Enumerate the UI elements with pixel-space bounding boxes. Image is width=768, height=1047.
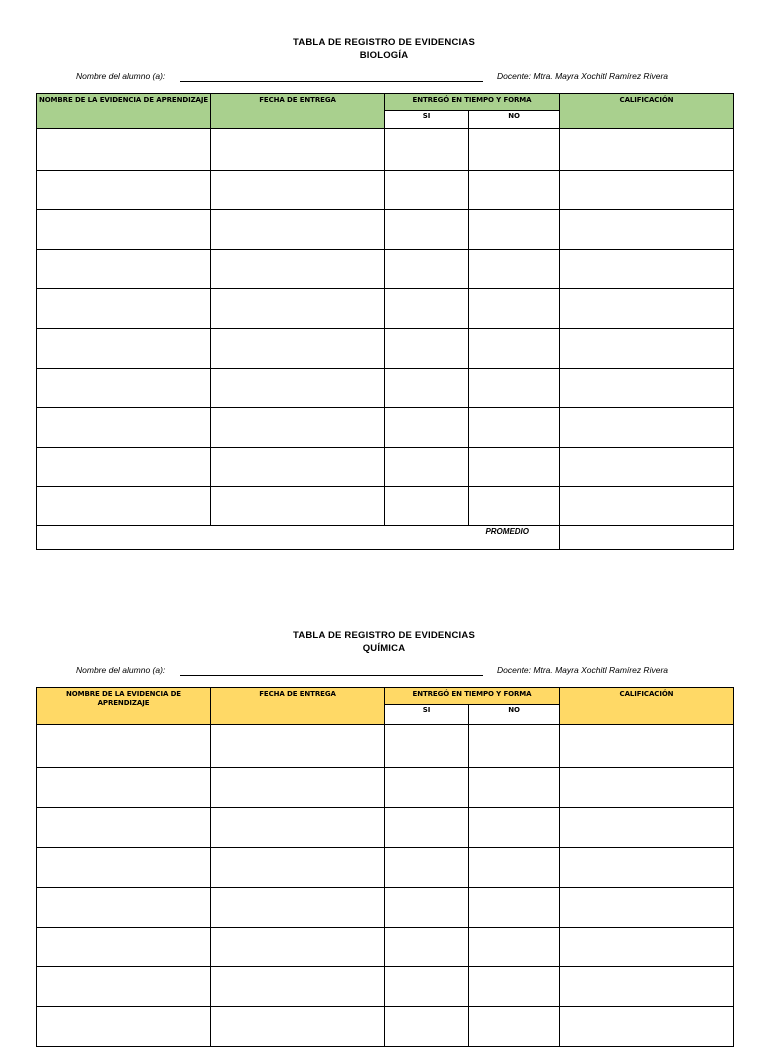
no-cell[interactable] xyxy=(469,210,560,250)
grade-cell[interactable] xyxy=(560,848,734,888)
table-row xyxy=(37,369,734,408)
biologia-table-body xyxy=(37,129,734,526)
table-row xyxy=(37,967,734,1007)
delivery-date-cell[interactable] xyxy=(211,329,385,369)
grade-cell[interactable] xyxy=(560,1007,734,1047)
evidence-name-cell[interactable] xyxy=(37,487,211,526)
grade-cell[interactable] xyxy=(560,448,734,487)
delivery-date-cell[interactable] xyxy=(211,369,385,408)
header-no: NO xyxy=(469,705,560,725)
si-cell[interactable] xyxy=(385,329,469,369)
grade-cell[interactable] xyxy=(560,171,734,210)
student-name-field[interactable] xyxy=(180,81,483,82)
evidence-name-cell[interactable] xyxy=(37,928,211,967)
evidence-name-cell[interactable] xyxy=(37,888,211,928)
grade-cell[interactable] xyxy=(560,129,734,171)
average-label: PROMEDIO xyxy=(37,526,560,550)
no-cell[interactable] xyxy=(469,888,560,928)
evidence-name-cell[interactable] xyxy=(37,768,211,808)
evidence-name-cell[interactable] xyxy=(37,1007,211,1047)
table-row xyxy=(37,408,734,448)
evidence-name-cell[interactable] xyxy=(37,210,211,250)
grade-cell[interactable] xyxy=(560,369,734,408)
delivery-date-cell[interactable] xyxy=(211,848,385,888)
delivery-date-cell[interactable] xyxy=(211,888,385,928)
biologia-subject: BIOLOGÍA xyxy=(359,50,409,61)
table-row xyxy=(37,888,734,928)
table-row xyxy=(37,808,734,848)
delivery-date-cell[interactable] xyxy=(211,210,385,250)
evidence-name-cell[interactable] xyxy=(37,369,211,408)
biologia-info-line xyxy=(0,71,768,85)
table-row xyxy=(37,210,734,250)
table-row xyxy=(37,289,734,329)
si-cell[interactable] xyxy=(385,210,469,250)
header-delivery-date: FECHA DE ENTREGA xyxy=(211,94,385,129)
si-cell[interactable] xyxy=(385,448,469,487)
si-cell[interactable] xyxy=(385,369,469,408)
no-cell[interactable] xyxy=(469,448,560,487)
si-cell[interactable] xyxy=(385,725,469,768)
delivery-date-cell[interactable] xyxy=(211,808,385,848)
si-cell[interactable] xyxy=(385,848,469,888)
si-cell[interactable] xyxy=(385,808,469,848)
biologia-evidence-table xyxy=(36,93,734,550)
si-cell[interactable] xyxy=(385,129,469,171)
no-cell[interactable] xyxy=(469,848,560,888)
no-cell[interactable] xyxy=(469,487,560,526)
table-row xyxy=(37,129,734,171)
header-delivery-date: FECHA DE ENTREGA xyxy=(211,688,385,725)
header-grade: CALIFICACIÓN xyxy=(560,688,734,725)
no-cell[interactable] xyxy=(469,808,560,848)
grade-cell[interactable] xyxy=(560,928,734,967)
si-cell[interactable] xyxy=(385,289,469,329)
quimica-subject: QUÍMICA xyxy=(362,643,406,654)
grade-cell[interactable] xyxy=(560,725,734,768)
grade-cell[interactable] xyxy=(560,329,734,369)
delivery-date-cell[interactable] xyxy=(211,129,385,171)
no-cell[interactable] xyxy=(469,768,560,808)
table-row xyxy=(37,928,734,967)
quimica-evidence-table xyxy=(36,687,734,1047)
delivery-date-cell[interactable] xyxy=(211,725,385,768)
delivery-date-cell[interactable] xyxy=(211,408,385,448)
no-cell[interactable] xyxy=(469,250,560,289)
teacher-label: Docente: Mtra. Mayra Xochitl Ramírez Rivera xyxy=(497,665,668,675)
no-cell[interactable] xyxy=(469,928,560,967)
delivery-date-cell[interactable] xyxy=(211,487,385,526)
no-cell[interactable] xyxy=(469,289,560,329)
average-row xyxy=(37,526,734,550)
header-delivered-on-time: ENTREGÓ EN TIEMPO Y FORMA xyxy=(385,94,560,111)
table-row xyxy=(37,171,734,210)
grade-cell[interactable] xyxy=(560,967,734,1007)
table-row xyxy=(37,487,734,526)
table-row xyxy=(37,1007,734,1047)
delivery-date-cell[interactable] xyxy=(211,928,385,967)
delivery-date-cell[interactable] xyxy=(211,448,385,487)
no-cell[interactable] xyxy=(469,329,560,369)
evidence-name-cell[interactable] xyxy=(37,808,211,848)
grade-cell[interactable] xyxy=(560,408,734,448)
evidence-name-cell[interactable] xyxy=(37,967,211,1007)
quimica-title: TABLA DE REGISTRO DE EVIDENCIAS xyxy=(293,630,475,641)
delivery-date-cell[interactable] xyxy=(211,250,385,289)
si-cell[interactable] xyxy=(385,888,469,928)
evidence-name-cell[interactable] xyxy=(37,289,211,329)
no-cell[interactable] xyxy=(469,129,560,171)
si-cell[interactable] xyxy=(385,171,469,210)
header-no: NO xyxy=(469,111,560,129)
no-cell[interactable] xyxy=(469,1007,560,1047)
header-delivered-on-time: ENTREGÓ EN TIEMPO Y FORMA xyxy=(385,688,560,705)
si-cell[interactable] xyxy=(385,408,469,448)
average-value-cell[interactable] xyxy=(560,526,734,550)
si-cell[interactable] xyxy=(385,768,469,808)
si-cell[interactable] xyxy=(385,1007,469,1047)
evidence-name-cell[interactable] xyxy=(37,408,211,448)
biologia-title: TABLA DE REGISTRO DE EVIDENCIAS xyxy=(293,37,475,48)
table-row xyxy=(37,768,734,808)
student-name-label: Nombre del alumno (a): xyxy=(76,665,166,675)
table-row xyxy=(37,329,734,369)
no-cell[interactable] xyxy=(469,369,560,408)
header-grade: CALIFICACIÓN xyxy=(560,94,734,129)
grade-cell[interactable] xyxy=(560,487,734,526)
delivery-date-cell[interactable] xyxy=(211,171,385,210)
si-cell[interactable] xyxy=(385,928,469,967)
si-cell[interactable] xyxy=(385,250,469,289)
evidence-name-cell[interactable] xyxy=(37,171,211,210)
header-evidence-name: NOMBRE DE LA EVIDENCIA DE APRENDIZAJE xyxy=(37,688,211,725)
delivery-date-cell[interactable] xyxy=(211,967,385,1007)
no-cell[interactable] xyxy=(469,967,560,1007)
header-evidence-name: NOMBRE DE LA EVIDENCIA DE APRENDIZAJE xyxy=(37,94,211,129)
si-cell[interactable] xyxy=(385,487,469,526)
grade-cell[interactable] xyxy=(560,289,734,329)
table-row xyxy=(37,250,734,289)
delivery-date-cell[interactable] xyxy=(211,289,385,329)
header-si: SI xyxy=(385,705,469,725)
student-name-label: Nombre del alumno (a): xyxy=(76,71,166,81)
quimica-info-line xyxy=(0,665,768,679)
no-cell[interactable] xyxy=(469,408,560,448)
evidence-name-cell[interactable] xyxy=(37,848,211,888)
grade-cell[interactable] xyxy=(560,808,734,848)
grade-cell[interactable] xyxy=(560,768,734,808)
table-row xyxy=(37,725,734,768)
no-cell[interactable] xyxy=(469,725,560,768)
evidence-name-cell[interactable] xyxy=(37,329,211,369)
no-cell[interactable] xyxy=(469,171,560,210)
grade-cell[interactable] xyxy=(560,888,734,928)
grade-cell[interactable] xyxy=(560,250,734,289)
evidence-name-cell[interactable] xyxy=(37,250,211,289)
teacher-label: Docente: Mtra. Mayra Xochitl Ramírez Rivera xyxy=(497,71,668,81)
quimica-table-body xyxy=(37,725,734,1047)
delivery-date-cell[interactable] xyxy=(211,1007,385,1047)
evidence-name-cell[interactable] xyxy=(37,725,211,768)
grade-cell[interactable] xyxy=(560,210,734,250)
header-si: SI xyxy=(385,111,469,129)
table-row xyxy=(37,848,734,888)
evidence-name-cell[interactable] xyxy=(37,448,211,487)
table-row xyxy=(37,448,734,487)
evidence-name-cell[interactable] xyxy=(37,129,211,171)
delivery-date-cell[interactable] xyxy=(211,768,385,808)
si-cell[interactable] xyxy=(385,967,469,1007)
student-name-field[interactable] xyxy=(180,675,483,676)
